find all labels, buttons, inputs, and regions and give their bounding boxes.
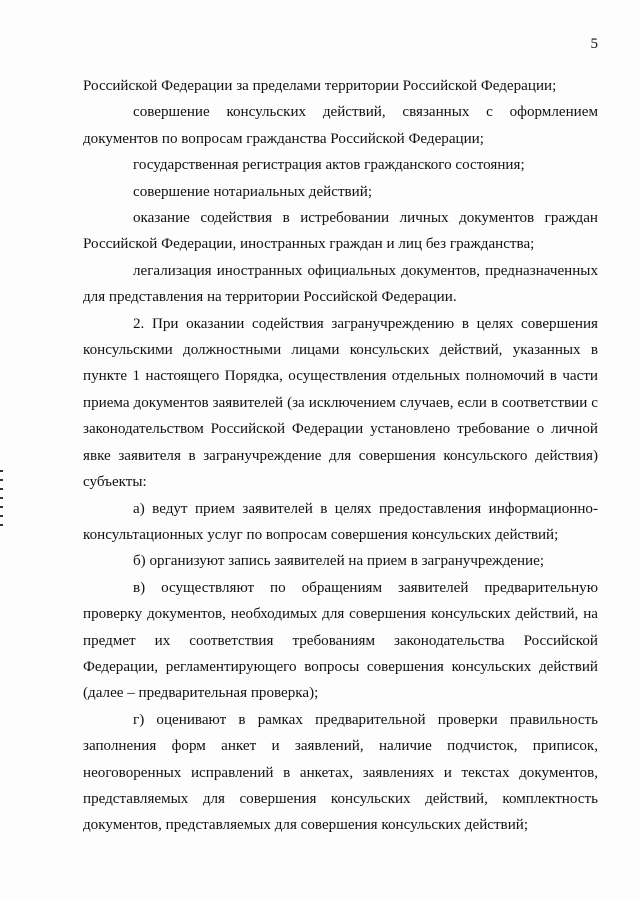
- paragraph-personal-documents: оказание содействия в истребовании личных документов граждан Российской Федерации, иностранных граждан и лиц без гражданства;: [83, 210, 598, 253]
- paragraph-legalization: легализация иностранных официальных документов, предназначенных для представления на территории Российской Федерации.: [83, 262, 598, 306]
- paragraph-citizenship-documents: совершение консульских действий, связанных с оформлением документов по вопросам гражданства Российской Федерации;: [83, 104, 598, 147]
- paragraph-continuation: Российской Федерации за пределами территории Российской Федерации;: [83, 78, 557, 94]
- document-body: [83, 73, 598, 839]
- paragraph-notarial-actions: совершение нотариальных действий;: [133, 183, 373, 200]
- paragraph-section-2: 2. При оказании содействия загранучреждению в целях совершения консульскими должностными лицами консульских действий, указанных в пункте 1 настоящего Порядка, осуществления отдельных полномочий в части приема документов заявителей (за исключением случаев, если в соответствии с законодательством Российской Федерации установлено требование о личной явке заявителя в загранучреждение для совершения консульского действия) субъекты:: [83, 315, 598, 491]
- paragraph-civil-registration: государственная регистрация актов гражданского состояния;: [133, 157, 525, 174]
- page-number: 5: [590, 36, 598, 52]
- paragraph-item-b: б) организуют запись заявителей на прием в загранучреждение;: [133, 553, 545, 570]
- paragraph-item-a: а) ведут прием заявителей в целях предоставления информационно-консультационных услуг по вопросам совершения консульских действий;: [83, 500, 598, 543]
- scan-edge-marks: [0, 470, 4, 550]
- paragraph-item-v: в) осуществляют по обращениям заявителей предварительную проверку документов, необходимых для совершения консульских действий, на предмет их соответствия требованиям законодательства Российской Федерации, регламентирующего вопросы совершения консульских действий (далее – предварительная проверка);: [83, 579, 598, 702]
- paragraph-item-g: г) оценивают в рамках предварительной проверки правильность заполнения форм анкет и заявлений, наличие подчисток, приписок, неоговоренных исправлений в анкетах, заявлениях и текстах документов, представляемых для совершения консульских действий, комплектность документов, представляемых для совершения консульских действий;: [83, 711, 598, 834]
